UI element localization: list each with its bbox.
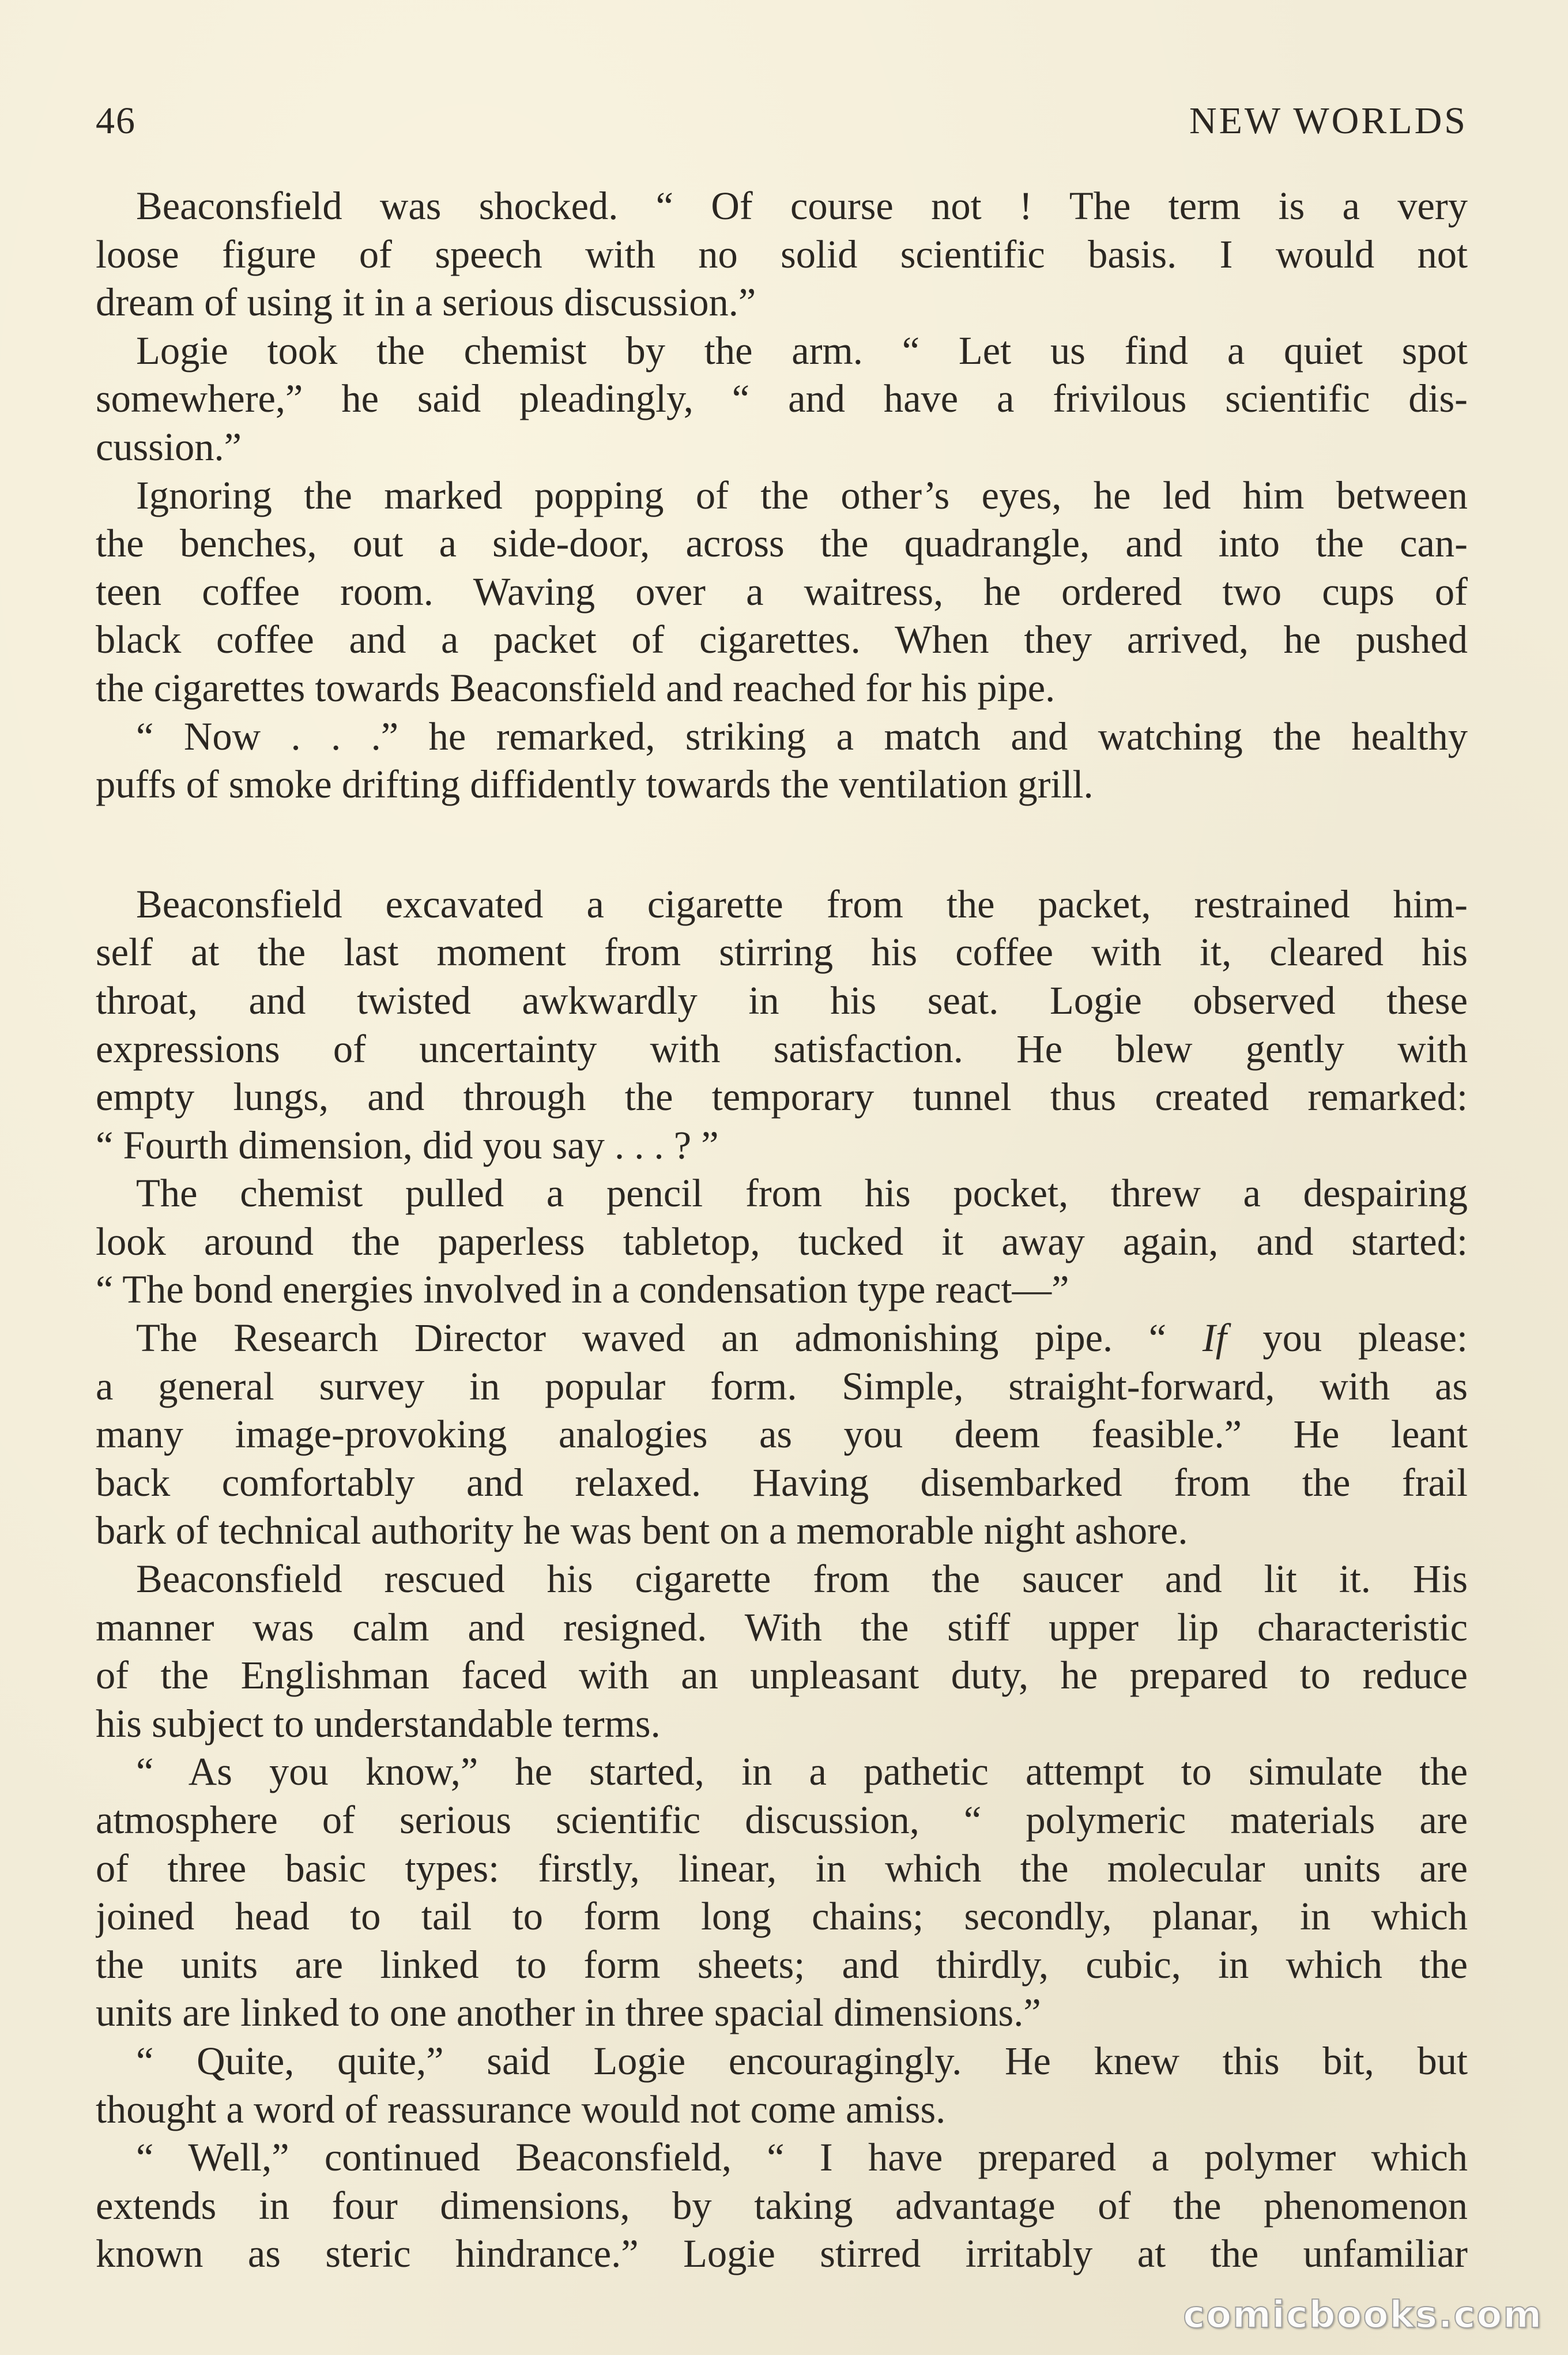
text-line: puffs of smoke drifting diffidently towards the ventilation grill. (96, 762, 1094, 807)
text-line: self at the last moment from stirring his coffee with it, cleared his (96, 930, 1468, 975)
text-line: expressions of uncertainty with satisfaction. He blew gently with (96, 1026, 1468, 1071)
text-line: “ Now . . .” he remarked, striking a match and watching the healthy (136, 714, 1468, 758)
text-line: manner was calm and resigned. With the stiff upper lip characteristic (96, 1605, 1468, 1649)
text-line: cussion.” (96, 424, 242, 469)
text-line: bark of technical authority he was bent on a memorable night ashore. (96, 1508, 1188, 1553)
text-run: you please: (1226, 1316, 1468, 1360)
text-line: the cigarettes towards Beaconsfield and reached for his pipe. (96, 665, 1056, 710)
paragraph (96, 2037, 1468, 2134)
text-line: back comfortably and relaxed. Having disembarked from the frail (96, 1460, 1468, 1504)
text-line: somewhere,” he said pleadingly, “ and have a frivilous scientific dis- (96, 377, 1468, 421)
text-line: Beaconsfield excavated a cigarette from the packet, restrained him- (136, 882, 1468, 926)
paragraph (96, 2134, 1468, 2278)
text-line: the units are linked to form sheets; and thirdly, cubic, in which the (96, 1942, 1468, 1987)
text-line: throat, and twisted awkwardly in his seat. Logie observed these (96, 978, 1468, 1022)
text-line: his subject to understandable terms. (96, 1701, 661, 1745)
text-line: teen coffee room. Waving over a waitress, he ordered two cups of (96, 569, 1468, 614)
text-line (96, 1314, 1468, 1363)
paragraph (96, 1555, 1468, 1748)
text-line: units are linked to one another in three spacial dimensions.” (96, 1991, 1041, 2035)
text-line: black coffee and a packet of cigarettes. When they arrived, he pushed (96, 618, 1468, 662)
page-header (96, 92, 1468, 156)
text-line: known as steric hindrance.” Logie stirred irritably at the unfamiliar (96, 2232, 1468, 2276)
paragraph (96, 1314, 1468, 1555)
text-line: Logie took the chemist by the arm. “ Let us find a quiet spot (136, 328, 1468, 373)
text-line: “ Well,” continued Beaconsfield, “ I have prepared a polymer which (136, 2135, 1468, 2180)
paragraph (96, 1169, 1468, 1314)
text-line: Ignoring the marked popping of the other’s eyes, he led him between (136, 473, 1468, 517)
text-line: look around the paperless tabletop, tucked it away again, and started: (96, 1219, 1468, 1263)
section-break (96, 809, 1468, 881)
text-line: empty lungs, and through the temporary tunnel thus created remarked: (96, 1075, 1468, 1119)
paragraph (96, 327, 1468, 472)
body-text (96, 182, 1468, 2278)
paragraph (96, 1748, 1468, 2037)
text-line: loose figure of speech with no solid scientific basis. I would not (96, 232, 1468, 276)
text-line: a general survey in popular form. Simple, straight-forward, with as (96, 1364, 1468, 1408)
text-line: many image-provoking analogies as you deem feasible.” He leant (96, 1412, 1468, 1457)
page-number: 46 (96, 100, 136, 142)
running-head: NEW WORLDS (1189, 100, 1468, 142)
text-line: joined head to tail to form long chains; secondly, planar, in which (96, 1894, 1468, 1939)
text-line: Beaconsfield rescued his cigarette from the saucer and lit it. His (136, 1557, 1468, 1601)
text-line: of three basic types: firstly, linear, in which the molecular units are (96, 1846, 1468, 1890)
text-line: “ As you know,” he started, in a pathetic attempt to simulate the (136, 1750, 1468, 1794)
text-line: atmosphere of serious scientific discussion, “ polymeric materials are (96, 1798, 1468, 1842)
text-line: extends in four dimensions, by taking advantage of the phenomenon (96, 2183, 1468, 2228)
watermark: comicbooks.com (1183, 2294, 1543, 2337)
text-line: The chemist pulled a pencil from his pocket, threw a despairing (136, 1171, 1468, 1216)
text-line: “ Fourth dimension, did you say . . . ? ” (96, 1123, 719, 1167)
paragraph (96, 472, 1468, 713)
text-line: dream of using it in a serious discussion.” (96, 280, 756, 325)
text-line: the benches, out a side-door, across the quadrangle, and into the can- (96, 521, 1468, 566)
paragraph (96, 881, 1468, 1170)
italic-text: If (1202, 1316, 1227, 1360)
text-run: The Research Director waved an admonishing pipe. “ (136, 1316, 1203, 1360)
text-line: thought a word of reassurance would not come amiss. (96, 2087, 946, 2131)
text-line: Beaconsfield was shocked. “ Of course not ! The term is a very (136, 184, 1468, 228)
text-line: “ The bond energies involved in a condensation type react—” (96, 1267, 1069, 1312)
paragraph (96, 182, 1468, 327)
text-line: “ Quite, quite,” said Logie encouragingly. He knew this bit, but (136, 2038, 1468, 2083)
paragraph (96, 713, 1468, 809)
text-line: of the Englishman faced with an unpleasant duty, he prepared to reduce (96, 1653, 1468, 1698)
